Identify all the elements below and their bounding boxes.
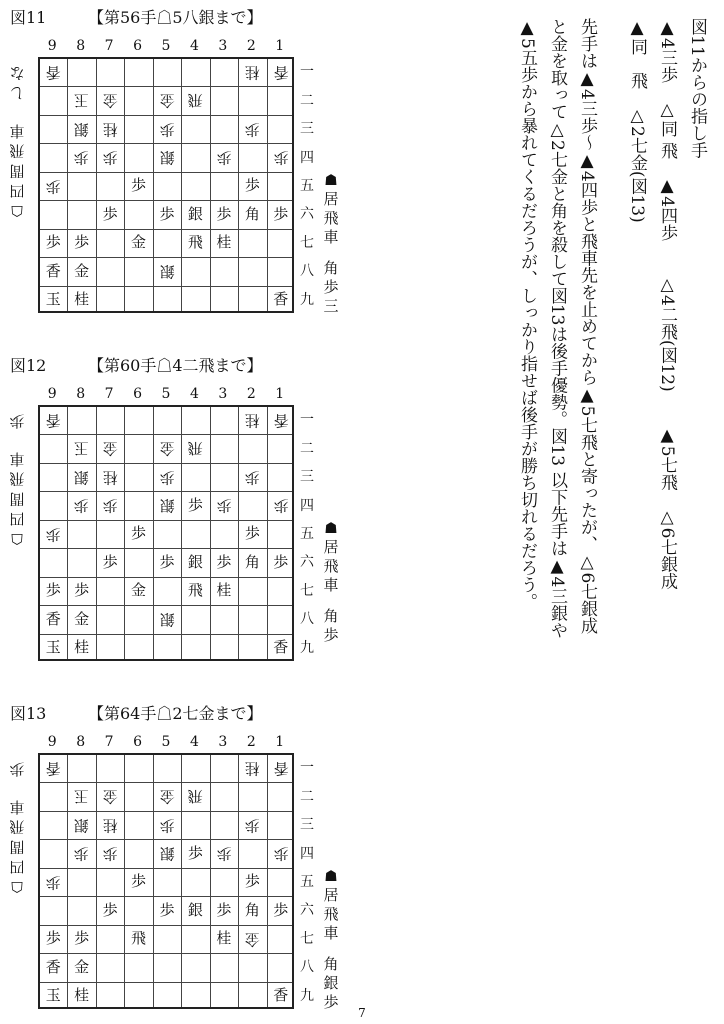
gote-piece: 飛 xyxy=(187,92,203,111)
file-number: 3 xyxy=(218,386,228,402)
sente-piece: 歩 xyxy=(244,872,260,891)
rank-number: 七 xyxy=(300,582,314,599)
sente-piece: 歩 xyxy=(273,900,289,919)
gote-piece: 歩 xyxy=(159,120,175,139)
gote-piece: 銀 xyxy=(159,845,175,864)
sente-hand xyxy=(320,171,342,316)
sente-piece: 金 xyxy=(74,261,90,280)
gote-piece: 歩 xyxy=(45,525,61,544)
file-number: 8 xyxy=(76,386,86,402)
rank-number: 六 xyxy=(300,206,314,223)
sente-piece: 角 xyxy=(244,204,260,223)
gote-piece: 金 xyxy=(102,92,118,111)
commentary-moves-line-1: ▲4三歩 △同 飛 ▲4四歩 △4二飛(図12) ▲5七飛 △6七銀成 xyxy=(657,18,677,590)
grid-line xyxy=(210,407,211,659)
commentary-body-line-3: ▲5五歩から暴れてくるだろうが、しっかり指せば後手が勝ち切れるだろう。 xyxy=(517,18,537,610)
gote-piece: 歩 xyxy=(216,497,232,516)
gote-hand-char: 歩 xyxy=(9,760,25,778)
sente-hand-char: 銀 xyxy=(323,974,339,992)
gote-piece: 香 xyxy=(45,411,61,430)
gote-piece: 桂 xyxy=(244,411,260,430)
diagram-caption: 【第56手☖5八銀まで】 xyxy=(88,8,263,27)
gote-piece: 歩 xyxy=(216,845,232,864)
gote-piece: 香 xyxy=(273,63,289,82)
rank-number: 五 xyxy=(300,873,314,890)
sente-piece: 桂 xyxy=(74,290,90,309)
gote-piece: 銀 xyxy=(74,120,90,139)
rank-number: 四 xyxy=(300,149,314,166)
gote-piece: 香 xyxy=(273,411,289,430)
rank-number: 八 xyxy=(300,263,314,280)
gote-piece: 歩 xyxy=(273,497,289,516)
sente-piece: 角 xyxy=(244,552,260,571)
sente-player-char: 飛 xyxy=(323,209,339,227)
sente-piece: 歩 xyxy=(74,233,90,252)
sente-piece: 香 xyxy=(273,638,289,657)
sente-piece: 飛 xyxy=(131,929,147,948)
gote-hand-char: な xyxy=(9,64,25,82)
file-number: 5 xyxy=(161,734,171,750)
rank-number: 二 xyxy=(300,92,314,109)
file-number: 7 xyxy=(104,734,114,750)
sente-piece: 銀 xyxy=(187,900,203,919)
sente-piece: 銀 xyxy=(187,204,203,223)
rank-number: 九 xyxy=(300,987,314,1004)
sente-player-char: ☗ xyxy=(324,171,338,189)
sente-piece: 金 xyxy=(131,581,147,600)
gote-piece: 桂 xyxy=(102,468,118,487)
file-number: 4 xyxy=(189,38,199,54)
gote-player-char: ☖ xyxy=(10,878,24,896)
sente-piece: 金 xyxy=(131,233,147,252)
rank-number: 三 xyxy=(300,121,314,138)
file-number: 3 xyxy=(218,734,228,750)
file-number: 2 xyxy=(246,386,256,402)
gote-piece: 歩 xyxy=(102,497,118,516)
file-number: 7 xyxy=(104,38,114,54)
file-number: 9 xyxy=(47,38,57,54)
sente-piece: 金 xyxy=(74,957,90,976)
sente-piece: 桂 xyxy=(216,929,232,948)
rank-number: 八 xyxy=(300,611,314,628)
gote-player-char: 四 xyxy=(9,510,25,528)
gote-piece: 銀 xyxy=(159,497,175,516)
sente-piece: 香 xyxy=(45,609,61,628)
file-number: 8 xyxy=(76,38,86,54)
gote-hand xyxy=(6,759,28,897)
file-number: 2 xyxy=(246,734,256,750)
sente-piece: 桂 xyxy=(216,581,232,600)
gote-piece: 金 xyxy=(159,440,175,459)
gote-piece: 桂 xyxy=(102,120,118,139)
rank-number: 五 xyxy=(300,177,314,194)
sente-piece: 歩 xyxy=(244,176,260,195)
file-number: 5 xyxy=(161,386,171,402)
file-number: 8 xyxy=(76,734,86,750)
gote-piece: 桂 xyxy=(102,816,118,835)
sente-piece: 桂 xyxy=(74,986,90,1005)
rank-coordinates xyxy=(298,405,316,661)
rank-number: 一 xyxy=(300,412,314,429)
gote-piece: 桂 xyxy=(244,63,260,82)
sente-piece: 玉 xyxy=(45,290,61,309)
gote-piece: 歩 xyxy=(102,845,118,864)
grid-line xyxy=(267,755,268,1007)
gote-piece: 香 xyxy=(273,759,289,778)
shogi-diagram-11 xyxy=(0,8,345,328)
rank-number: 一 xyxy=(300,64,314,81)
gote-piece: 歩 xyxy=(45,873,61,892)
grid-line xyxy=(267,59,268,311)
gote-piece: 飛 xyxy=(187,788,203,807)
shogi-board xyxy=(38,405,294,661)
sente-piece: 歩 xyxy=(216,900,232,919)
gote-piece: 金 xyxy=(159,788,175,807)
sente-piece: 歩 xyxy=(159,552,175,571)
rank-number: 六 xyxy=(300,554,314,571)
sente-piece: 歩 xyxy=(102,204,118,223)
sente-piece: 香 xyxy=(45,957,61,976)
gote-piece: 歩 xyxy=(244,816,260,835)
gote-player-char: 間 xyxy=(9,838,25,856)
shogi-diagram-13 xyxy=(0,704,345,1024)
sente-piece: 歩 xyxy=(131,176,147,195)
gote-piece: 金 xyxy=(159,92,175,111)
sente-hand-char: 角 xyxy=(323,607,339,625)
file-coordinates xyxy=(38,37,294,55)
rank-number: 五 xyxy=(300,525,314,542)
rank-number: 二 xyxy=(300,788,314,805)
sente-piece: 歩 xyxy=(273,204,289,223)
sente-player-char: 飛 xyxy=(323,557,339,575)
sente-hand xyxy=(320,519,342,645)
sente-piece: 歩 xyxy=(45,233,61,252)
gote-piece: 歩 xyxy=(74,845,90,864)
rank-number: 七 xyxy=(300,930,314,947)
sente-piece: 歩 xyxy=(45,929,61,948)
commentary-body-line-2: と金を取って△2七金と角を殺して図13は後手優勢。図13 以下先手は▲4三銀や xyxy=(547,18,567,639)
gote-piece: 銀 xyxy=(74,816,90,835)
sente-hand-char: 角 xyxy=(323,955,339,973)
sente-piece: 香 xyxy=(273,290,289,309)
rank-number: 四 xyxy=(300,845,314,862)
gote-hand xyxy=(6,63,28,221)
sente-piece: 歩 xyxy=(216,204,232,223)
rank-number: 六 xyxy=(300,902,314,919)
file-number: 1 xyxy=(275,734,285,750)
commentary-heading: 図11からの指し手 xyxy=(687,18,707,159)
rank-number: 一 xyxy=(300,760,314,777)
sente-piece: 歩 xyxy=(244,524,260,543)
sente-piece: 歩 xyxy=(159,900,175,919)
file-number: 5 xyxy=(161,38,171,54)
shogi-board xyxy=(38,753,294,1009)
gote-piece: 銀 xyxy=(74,468,90,487)
rank-number: 三 xyxy=(300,469,314,486)
sente-piece: 飛 xyxy=(187,581,203,600)
sente-hand-char: 角 xyxy=(323,259,339,277)
sente-piece: 歩 xyxy=(74,929,90,948)
sente-piece: 玉 xyxy=(45,986,61,1005)
sente-hand-char: 歩 xyxy=(323,278,339,296)
gote-piece: 銀 xyxy=(159,610,175,629)
sente-hand-char: 歩 xyxy=(323,626,339,644)
diagram-label: 図12 xyxy=(10,356,47,375)
gote-player-char: 車 xyxy=(9,798,25,816)
gote-player-char: ☖ xyxy=(10,530,24,548)
gote-player-char: ☖ xyxy=(10,202,24,220)
sente-piece: 歩 xyxy=(102,552,118,571)
sente-piece: 歩 xyxy=(159,204,175,223)
gote-player-char: 四 xyxy=(9,858,25,876)
sente-player-char: 車 xyxy=(323,924,339,942)
file-number: 9 xyxy=(47,734,57,750)
sente-player-char: ☗ xyxy=(324,519,338,537)
grid-line xyxy=(210,59,211,311)
commentary-moves-line-2: ▲同 飛 △2七金(図13) xyxy=(627,18,647,223)
sente-piece: 歩 xyxy=(102,900,118,919)
gote-piece: 歩 xyxy=(74,149,90,168)
grid-line xyxy=(267,407,268,659)
diagram-caption: 【第64手☖2七金まで】 xyxy=(88,704,263,723)
rank-number: 八 xyxy=(300,959,314,976)
sente-piece: 歩 xyxy=(216,552,232,571)
sente-piece: 歩 xyxy=(187,844,203,863)
file-number: 7 xyxy=(104,386,114,402)
file-number: 4 xyxy=(189,386,199,402)
sente-player-char: 車 xyxy=(323,228,339,246)
gote-player-char: 四 xyxy=(9,182,25,200)
sente-piece: 金 xyxy=(74,609,90,628)
gote-piece: 玉 xyxy=(74,440,90,459)
sente-piece: 歩 xyxy=(131,524,147,543)
rank-number: 九 xyxy=(300,291,314,308)
file-number: 9 xyxy=(47,386,57,402)
gote-piece: 飛 xyxy=(187,440,203,459)
gote-player-char: 飛 xyxy=(9,818,25,836)
gote-piece: 銀 xyxy=(159,149,175,168)
gote-piece: 金 xyxy=(102,788,118,807)
rank-coordinates xyxy=(298,57,316,313)
sente-player-char: 車 xyxy=(323,576,339,594)
sente-player-char: 居 xyxy=(323,886,339,904)
sente-piece: 桂 xyxy=(216,233,232,252)
sente-hand xyxy=(320,867,342,1012)
sente-piece: 歩 xyxy=(131,872,147,891)
gote-player-char: 飛 xyxy=(9,470,25,488)
gote-piece: 歩 xyxy=(244,120,260,139)
sente-player-char: 居 xyxy=(323,538,339,556)
gote-piece: 歩 xyxy=(273,149,289,168)
rank-coordinates xyxy=(298,753,316,1009)
gote-piece: 歩 xyxy=(159,816,175,835)
grid-line xyxy=(210,755,211,1007)
sente-piece: 歩 xyxy=(273,552,289,571)
gote-piece: 歩 xyxy=(74,497,90,516)
file-coordinates xyxy=(38,385,294,403)
gote-player-char: 間 xyxy=(9,490,25,508)
gote-piece: 玉 xyxy=(74,92,90,111)
gote-piece: 歩 xyxy=(45,177,61,196)
gote-hand xyxy=(6,411,28,549)
sente-piece: 玉 xyxy=(45,638,61,657)
gote-piece: 銀 xyxy=(159,262,175,281)
sente-piece: 歩 xyxy=(187,496,203,515)
gote-piece: 香 xyxy=(45,759,61,778)
sente-piece: 飛 xyxy=(187,233,203,252)
sente-piece: 銀 xyxy=(187,552,203,571)
sente-piece: 角 xyxy=(244,900,260,919)
gote-piece: 歩 xyxy=(216,149,232,168)
gote-player-char: 間 xyxy=(9,162,25,180)
sente-hand-char: 三 xyxy=(323,297,339,315)
gote-player-char: 車 xyxy=(9,122,25,140)
gote-player-char: 飛 xyxy=(9,142,25,160)
diagram-label: 図11 xyxy=(10,8,47,27)
file-number: 2 xyxy=(246,38,256,54)
gote-piece: 歩 xyxy=(273,845,289,864)
file-number: 6 xyxy=(133,734,142,750)
sente-hand-char: 歩 xyxy=(323,993,339,1011)
gote-piece: 歩 xyxy=(102,149,118,168)
rank-number: 七 xyxy=(300,234,314,251)
sente-piece: 歩 xyxy=(74,581,90,600)
file-number: 4 xyxy=(189,734,199,750)
sente-piece: 香 xyxy=(273,986,289,1005)
file-number: 6 xyxy=(133,38,142,54)
file-number: 3 xyxy=(218,38,228,54)
diagram-label: 図13 xyxy=(10,704,47,723)
sente-piece: 香 xyxy=(45,261,61,280)
sente-piece: 歩 xyxy=(45,581,61,600)
gote-player-char: 車 xyxy=(9,450,25,468)
file-coordinates xyxy=(38,733,294,751)
rank-number: 九 xyxy=(300,639,314,656)
page-number: 7 xyxy=(358,1006,366,1020)
file-number: 1 xyxy=(275,38,285,54)
gote-hand-char: し xyxy=(9,84,25,102)
shogi-diagram-12 xyxy=(0,356,345,676)
sente-player-char: ☗ xyxy=(324,867,338,885)
sente-player-char: 居 xyxy=(323,190,339,208)
rank-number: 四 xyxy=(300,497,314,514)
commentary-body-line-1: 先手は▲4三歩～▲4四歩と飛車先を止めてから▲5七飛と寄ったが、△6七銀成 xyxy=(577,18,597,635)
gote-piece: 金 xyxy=(102,440,118,459)
gote-piece: 玉 xyxy=(74,788,90,807)
file-number: 1 xyxy=(275,386,285,402)
gote-hand-char: 歩 xyxy=(9,412,25,430)
sente-player-char: 飛 xyxy=(323,905,339,923)
gote-piece: 香 xyxy=(45,63,61,82)
rank-number: 二 xyxy=(300,440,314,457)
shogi-board xyxy=(38,57,294,313)
sente-piece: 桂 xyxy=(74,638,90,657)
gote-piece: 金 xyxy=(244,930,260,949)
rank-number: 三 xyxy=(300,817,314,834)
gote-piece: 桂 xyxy=(244,759,260,778)
gote-piece: 歩 xyxy=(159,468,175,487)
file-number: 6 xyxy=(133,386,142,402)
diagram-caption: 【第60手☖4二飛まで】 xyxy=(88,356,263,375)
gote-piece: 歩 xyxy=(244,468,260,487)
